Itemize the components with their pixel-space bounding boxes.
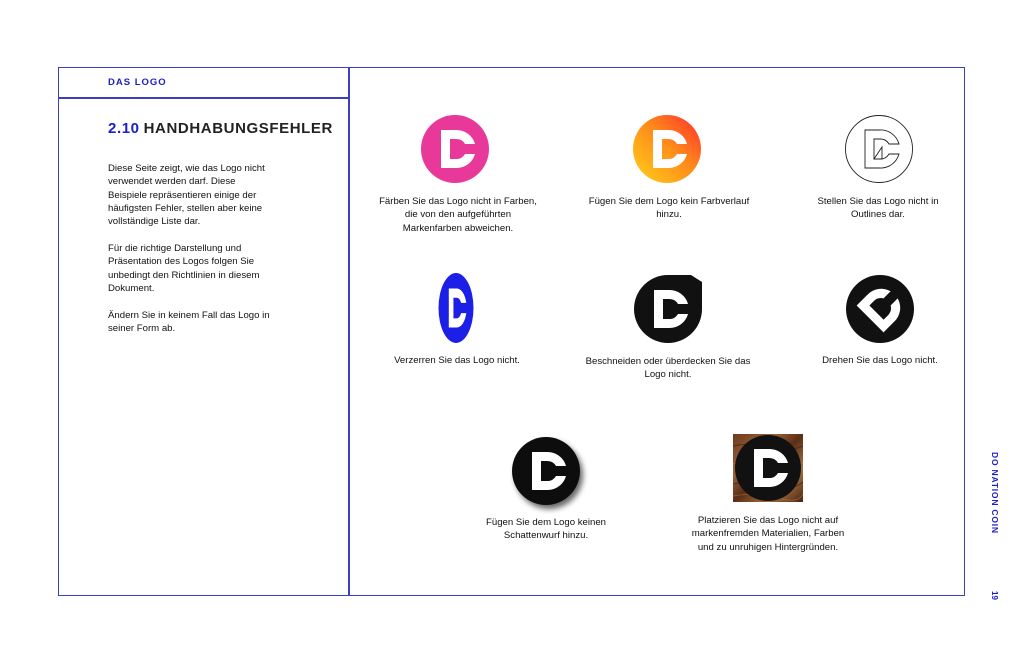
section-label: DAS LOGO xyxy=(108,77,167,88)
caption-rotate: Drehen Sie das Logo nicht. xyxy=(822,355,938,366)
logo-rotated-icon xyxy=(845,274,915,344)
section-title: HANDHABUNGSFEHLER xyxy=(143,120,333,137)
page-number: 19 xyxy=(990,591,999,600)
logo-outline-icon xyxy=(844,114,914,184)
caption-shadow: Fügen Sie dem Logo keinen Schattenwurf hinzu. xyxy=(485,517,607,542)
caption-gradient: Fügen Sie dem Logo kein Farbverlauf hinzu. xyxy=(588,196,750,221)
caption-crop: Beschneiden oder überdecken Sie das Logo nicht. xyxy=(585,356,751,381)
caption-outline: Stellen Sie das Logo nicht in Outlines dar. xyxy=(817,196,939,221)
section-number: 2.10 xyxy=(108,120,140,137)
header-divider xyxy=(58,97,349,99)
logo-cropped-icon xyxy=(633,274,703,344)
brand-name: DO NATION COIN xyxy=(990,452,1000,534)
intro-paragraph-3: Ändern Sie in keinem Fall das Logo in seiner Form ab. xyxy=(108,310,270,335)
logo-shadow-icon xyxy=(505,432,589,516)
intro-paragraph-2: Für die richtige Darstellung und Präsentation des Logos folgen Sie unbedingt den Richtlinien in diesem Dokument. xyxy=(108,243,260,294)
logo-pink-icon xyxy=(420,114,490,184)
caption-color: Färben Sie das Logo nicht in Farben, die von den aufgeführten Markenfarben abweichen. xyxy=(379,196,537,234)
logo-wood-background-icon xyxy=(733,434,803,502)
page-title xyxy=(108,120,333,137)
caption-background: Platzieren Sie das Logo nicht auf markenfremden Materialien, Farben und zu unruhigen Hintergründen. xyxy=(691,515,845,553)
column-divider xyxy=(348,67,350,596)
logo-stretched-icon xyxy=(438,272,474,344)
caption-distort: Verzerren Sie das Logo nicht. xyxy=(394,355,520,366)
logo-gradient-icon xyxy=(632,114,702,184)
intro-paragraph-1: Diese Seite zeigt, wie das Logo nicht verwendet werden darf. Diese Beispiele repräsentieren einige der häufigsten Fehler, stellen aber keine vollständige Liste dar. xyxy=(108,163,265,228)
